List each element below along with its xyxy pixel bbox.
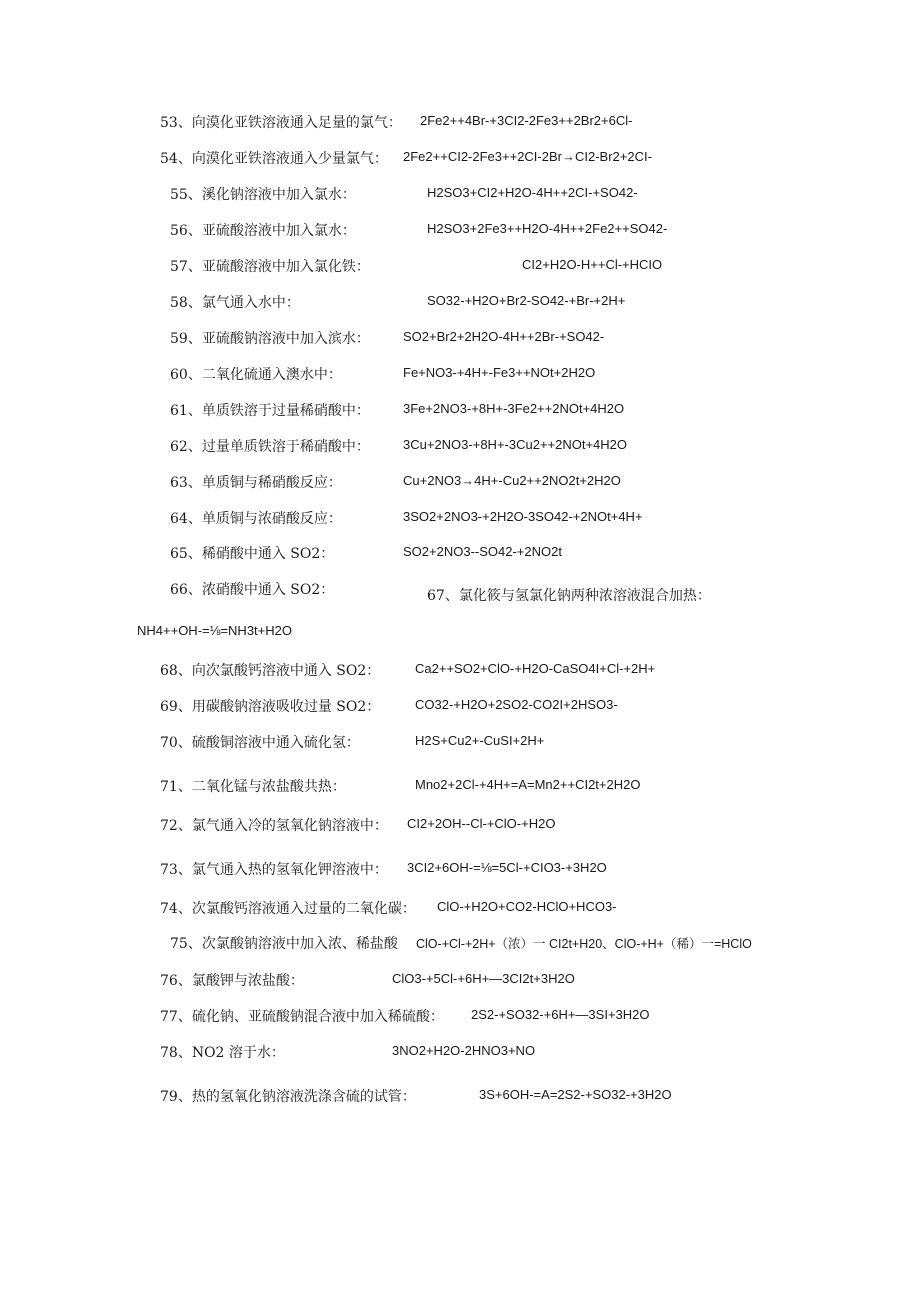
reaction-formula: H2SO3+CI2+H2O-4H++2CI-+SO42- <box>427 185 638 200</box>
reaction-label: 70、硫酸铜溶液中通入硫化氢： <box>160 735 360 751</box>
reaction-label: 68、向次氯酸钙溶液中通入 SO2： <box>160 663 381 679</box>
reaction-label: 72、氯气通入冷的氢氧化钠溶液中： <box>160 818 388 834</box>
reaction-formula: Cu+2NO3→4H+-Cu2++2NO2t+2H2O <box>403 473 621 488</box>
reaction-formula: ClO3-+5Cl-+6H+—3CI2t+3H2O <box>392 971 575 986</box>
reaction-formula: 2S2-+SO32-+6H+—3SI+3H2O <box>471 1007 650 1022</box>
reaction-formula: H2S+Cu2+-CuSI+2H+ <box>415 733 545 748</box>
reaction-formula: 2Fe2++CI2-2Fe3++2CI-2Br→CI2-Br2+2CI- <box>403 149 652 164</box>
reaction-label: 79、热的氢氧化钠溶液洗涤含硫的试管： <box>160 1089 416 1105</box>
reaction-formula: Fe+NO3-+4H+-Fe3++NOt+2H2O <box>403 365 596 380</box>
reaction-label: 58、氯气通入水中： <box>170 295 300 311</box>
reaction-label: 63、单质铜与稀硝酸反应： <box>170 475 342 491</box>
reaction-label: 75、次氯酸钠溶液中加入浓、稀盐酸 <box>170 936 398 952</box>
reaction-formula: ClO-+Cl-+2H+（浓）一 CI2t+H20、ClO-+H+（稀）一=HClO <box>416 937 752 951</box>
reaction-formula: CO32-+H2O+2SO2-CO2I+2HSO3- <box>415 697 618 712</box>
reaction-label: 53、向漠化亚铁溶液通入足量的氯气： <box>160 115 402 131</box>
reaction-label: 62、过量单质铁溶于稀硝酸中： <box>170 439 370 455</box>
reaction-label: 65、稀硝酸中通入 SO2： <box>170 546 335 562</box>
reaction-label: 67、氯化筱与氢氯化钠两种浓溶液混合加热： <box>427 588 711 604</box>
reaction-formula: Mno2+2Cl-+4H+=A=Mn2++CI2t+2H2O <box>415 777 641 792</box>
reaction-formula: 3SO2+2NO3-+2H2O-3SO42-+2NOt+4H+ <box>403 509 643 524</box>
reaction-label: 69、用碳酸钠溶液吸收过量 SO2： <box>160 699 381 715</box>
reaction-label: 54、向漠化亚铁溶液通入少量氯气： <box>160 151 388 167</box>
reaction-formula: SO2+Br2+2H2O-4H++2Br-+SO42- <box>403 329 605 344</box>
reaction-formula: 3Fe+2NO3-+8H+-3Fe2++2NOt+4H2O <box>403 401 625 416</box>
reaction-formula: CI2+2OH--Cl-+ClO-+H2O <box>407 816 556 831</box>
reaction-label: 77、硫化钠、亚硫酸钠混合液中加入稀硫酸： <box>160 1009 444 1025</box>
reaction-formula: 3Cu+2NO3-+8H+-3Cu2++2NOt+4H2O <box>403 437 628 452</box>
reaction-formula: SO2+2NO3--SO42-+2NO2t <box>403 544 562 559</box>
reaction-formula: 3S+6OH-=A=2S2-+SO32-+3H2O <box>479 1087 672 1102</box>
reaction-label: 76、氯酸钾与浓盐酸： <box>160 973 304 989</box>
reaction-label: 64、单质铜与浓硝酸反应： <box>170 511 342 527</box>
reaction-formula: H2SO3+2Fe3++H2O-4H++2Fe2++SO42- <box>427 221 668 236</box>
reaction-label: 59、亚硫酸钠溶液中加入滨水： <box>170 331 370 347</box>
reaction-label: 56、亚硫酸溶液中加入氯水： <box>170 223 356 239</box>
reaction-label: 60、二氧化硫通入澳水中： <box>170 367 342 383</box>
reaction-label: 71、二氧化锰与浓盐酸共热： <box>160 779 346 795</box>
reaction-label: 61、单质铁溶于过量稀硝酸中： <box>170 403 370 419</box>
reaction-label: 74、次氯酸钙溶液通入过量的二氧化碳： <box>160 901 416 917</box>
reaction-label: 73、氯气通入热的氢氧化钾溶液中： <box>160 862 388 878</box>
reaction-formula: 3NO2+H2O-2HNO3+NO <box>392 1043 536 1058</box>
reaction-formula: ClO-+H2O+CO2-HClO+HCO3- <box>437 899 617 914</box>
reaction-label: 57、亚硫酸溶液中加入氯化铁： <box>170 259 370 275</box>
reaction-formula: 3CI2+6OH-=⅛=5Cl-+CIO3-+3H2O <box>407 860 607 875</box>
reaction-label: 78、NO2 溶于水： <box>160 1045 285 1061</box>
reaction-label: 55、溪化钠溶液中加入氯水： <box>170 187 356 203</box>
reaction-formula: NH4++OH-=⅛=NH3t+H2O <box>137 623 292 638</box>
reaction-formula: CI2+H2O-H++Cl-+HCIO <box>522 257 663 272</box>
reaction-formula: SO32-+H2O+Br2-SO42-+Br-+2H+ <box>427 293 626 308</box>
reaction-formula: 2Fe2++4Br-+3CI2-2Fe3++2Br2+6Cl- <box>420 113 633 128</box>
reaction-formula: Ca2++SO2+ClO-+H2O-CaSO4I+Cl-+2H+ <box>415 661 656 676</box>
reaction-label: 66、浓硝酸中通入 SO2： <box>170 582 335 598</box>
